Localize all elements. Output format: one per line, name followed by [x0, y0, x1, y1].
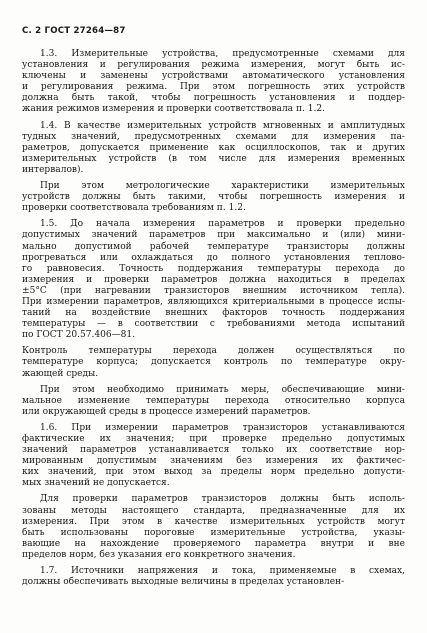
text-line: мированным допустимым значениям без измерения их фактичес- [22, 456, 405, 467]
text-line: мальное изменение температуры перехода относительно корпуса [22, 395, 405, 406]
text-line: измерения и проверки параметров должна находиться в пределах [22, 274, 405, 285]
text-line: допустимых значений параметров при максимально и (или) мини- [22, 230, 405, 241]
text-line: раметров, допускается применение как осциллоскопов, так и других [22, 142, 405, 153]
document-body [22, 49, 405, 588]
paragraph-p4 [22, 219, 405, 341]
text-line: должна быть такой, чтобы погрешность установления и поддер- [22, 93, 405, 104]
page-header: С. 2 ГОСТ 27264—87 [22, 26, 126, 36]
text-line: пределов норм, без указания его конкретного значения. [22, 549, 296, 560]
text-line: жания режимов измерения и проверки соответствовала п. 1.2. [22, 104, 325, 115]
paragraph-p3 [22, 181, 405, 214]
paragraph-p8 [22, 494, 405, 561]
text-line: и регулирования режима. При этом погрешность этих устройств [22, 82, 405, 93]
text-line: установления и регулирования режима измерения, могут быть ис- [22, 60, 405, 71]
text-line: быть использованы пороговые измерительные устройства, указы- [22, 527, 405, 538]
text-line: Для проверки параметров транзисторов должны быть исполь- [40, 494, 405, 505]
text-line: ких значений, при этом выход за пределы норм предельно допусти- [22, 467, 405, 478]
text-line: измерительных устройств (в том числе для измерения временных [22, 153, 405, 164]
text-line: тудных значений, предусмотренных схемами для измерения па- [22, 131, 405, 142]
text-line: фактические их значения; при проверке предельно допустимых [22, 434, 405, 444]
text-line: температуре корпуса; допускается контроль по температуре окру- [22, 357, 405, 368]
text-line: мых значений не допускается. [22, 478, 170, 489]
paragraph-p1 [22, 49, 405, 116]
paragraph-p9 [22, 566, 405, 588]
text-line: ±5°С (при нагревании транзисторов внешним источником тепла). [22, 285, 405, 296]
text-line: го равновесия. Точность поддержания температуры перехода до [22, 263, 405, 274]
text-line: 1.4. В качестве измерительных устройств мгновенных и амплитудных [40, 120, 405, 131]
text-line: жающей среды. [22, 368, 99, 379]
text-line: интервалов). [22, 164, 84, 175]
text-line: При этом метрологические характеристики измерительных [40, 181, 405, 192]
text-line: устройств должны быть такими, чтобы погрешность измерения и [22, 192, 405, 203]
paragraph-p7 [22, 423, 405, 490]
text-line: по ГОСТ 20.57.406—81. [22, 330, 136, 341]
text-line: 1.3. Измерительные устройства, предусмотренные схемами для [40, 49, 405, 59]
text-line: значений параметров устанавливается только их соответствие нор- [22, 445, 405, 456]
text-line: вающие на нахождение проверяемого параметра внутри и вне [22, 538, 405, 549]
text-line: ключены и заменены устройствами автоматического установления [22, 71, 405, 82]
text-line: или окружающей среды в процессе измерений параметров. [22, 406, 311, 417]
text-line: мально допустимой рабочей температуре транзисторы должны [22, 241, 405, 252]
text-line: При измерении параметров, являющихся критериальными в процессе испы- [22, 296, 405, 307]
text-line: проверки соответствовала требованиям п. 1.2. [22, 203, 246, 214]
paragraph-p5 [22, 346, 405, 379]
paragraph-p6 [22, 385, 405, 418]
text-line: При этом необходимо принимать меры, обеспечивающие мини- [40, 384, 405, 395]
text-line: зованы методы настоящего стандарта, предназначенные для их [22, 505, 405, 516]
text-line: 1.6. При измерении параметров транзисторов устанавливаются [40, 422, 405, 433]
paragraph-p2 [22, 121, 405, 176]
text-line: таний на воздействие внешних факторов точность поддержания [22, 308, 405, 319]
text-line: Контроль температуры перехода должен осуществляться по [22, 346, 405, 357]
text-line: должны обеспечивать выходные величины в пределах установлен- [22, 577, 345, 588]
text-line: прогреваться или охлаждаться до полного установления теплово- [22, 252, 405, 263]
text-line: температуры — в соответствии с требованиями метода испытаний [22, 319, 405, 330]
text-line: 1.7. Источники напряжения и тока, применяемые в схемах, [40, 566, 405, 577]
text-line: 1.5. До начала измерения параметров и проверки предельно [40, 219, 405, 230]
text-line: измерения. При этом в качестве измерительных устройств могут [22, 516, 405, 527]
